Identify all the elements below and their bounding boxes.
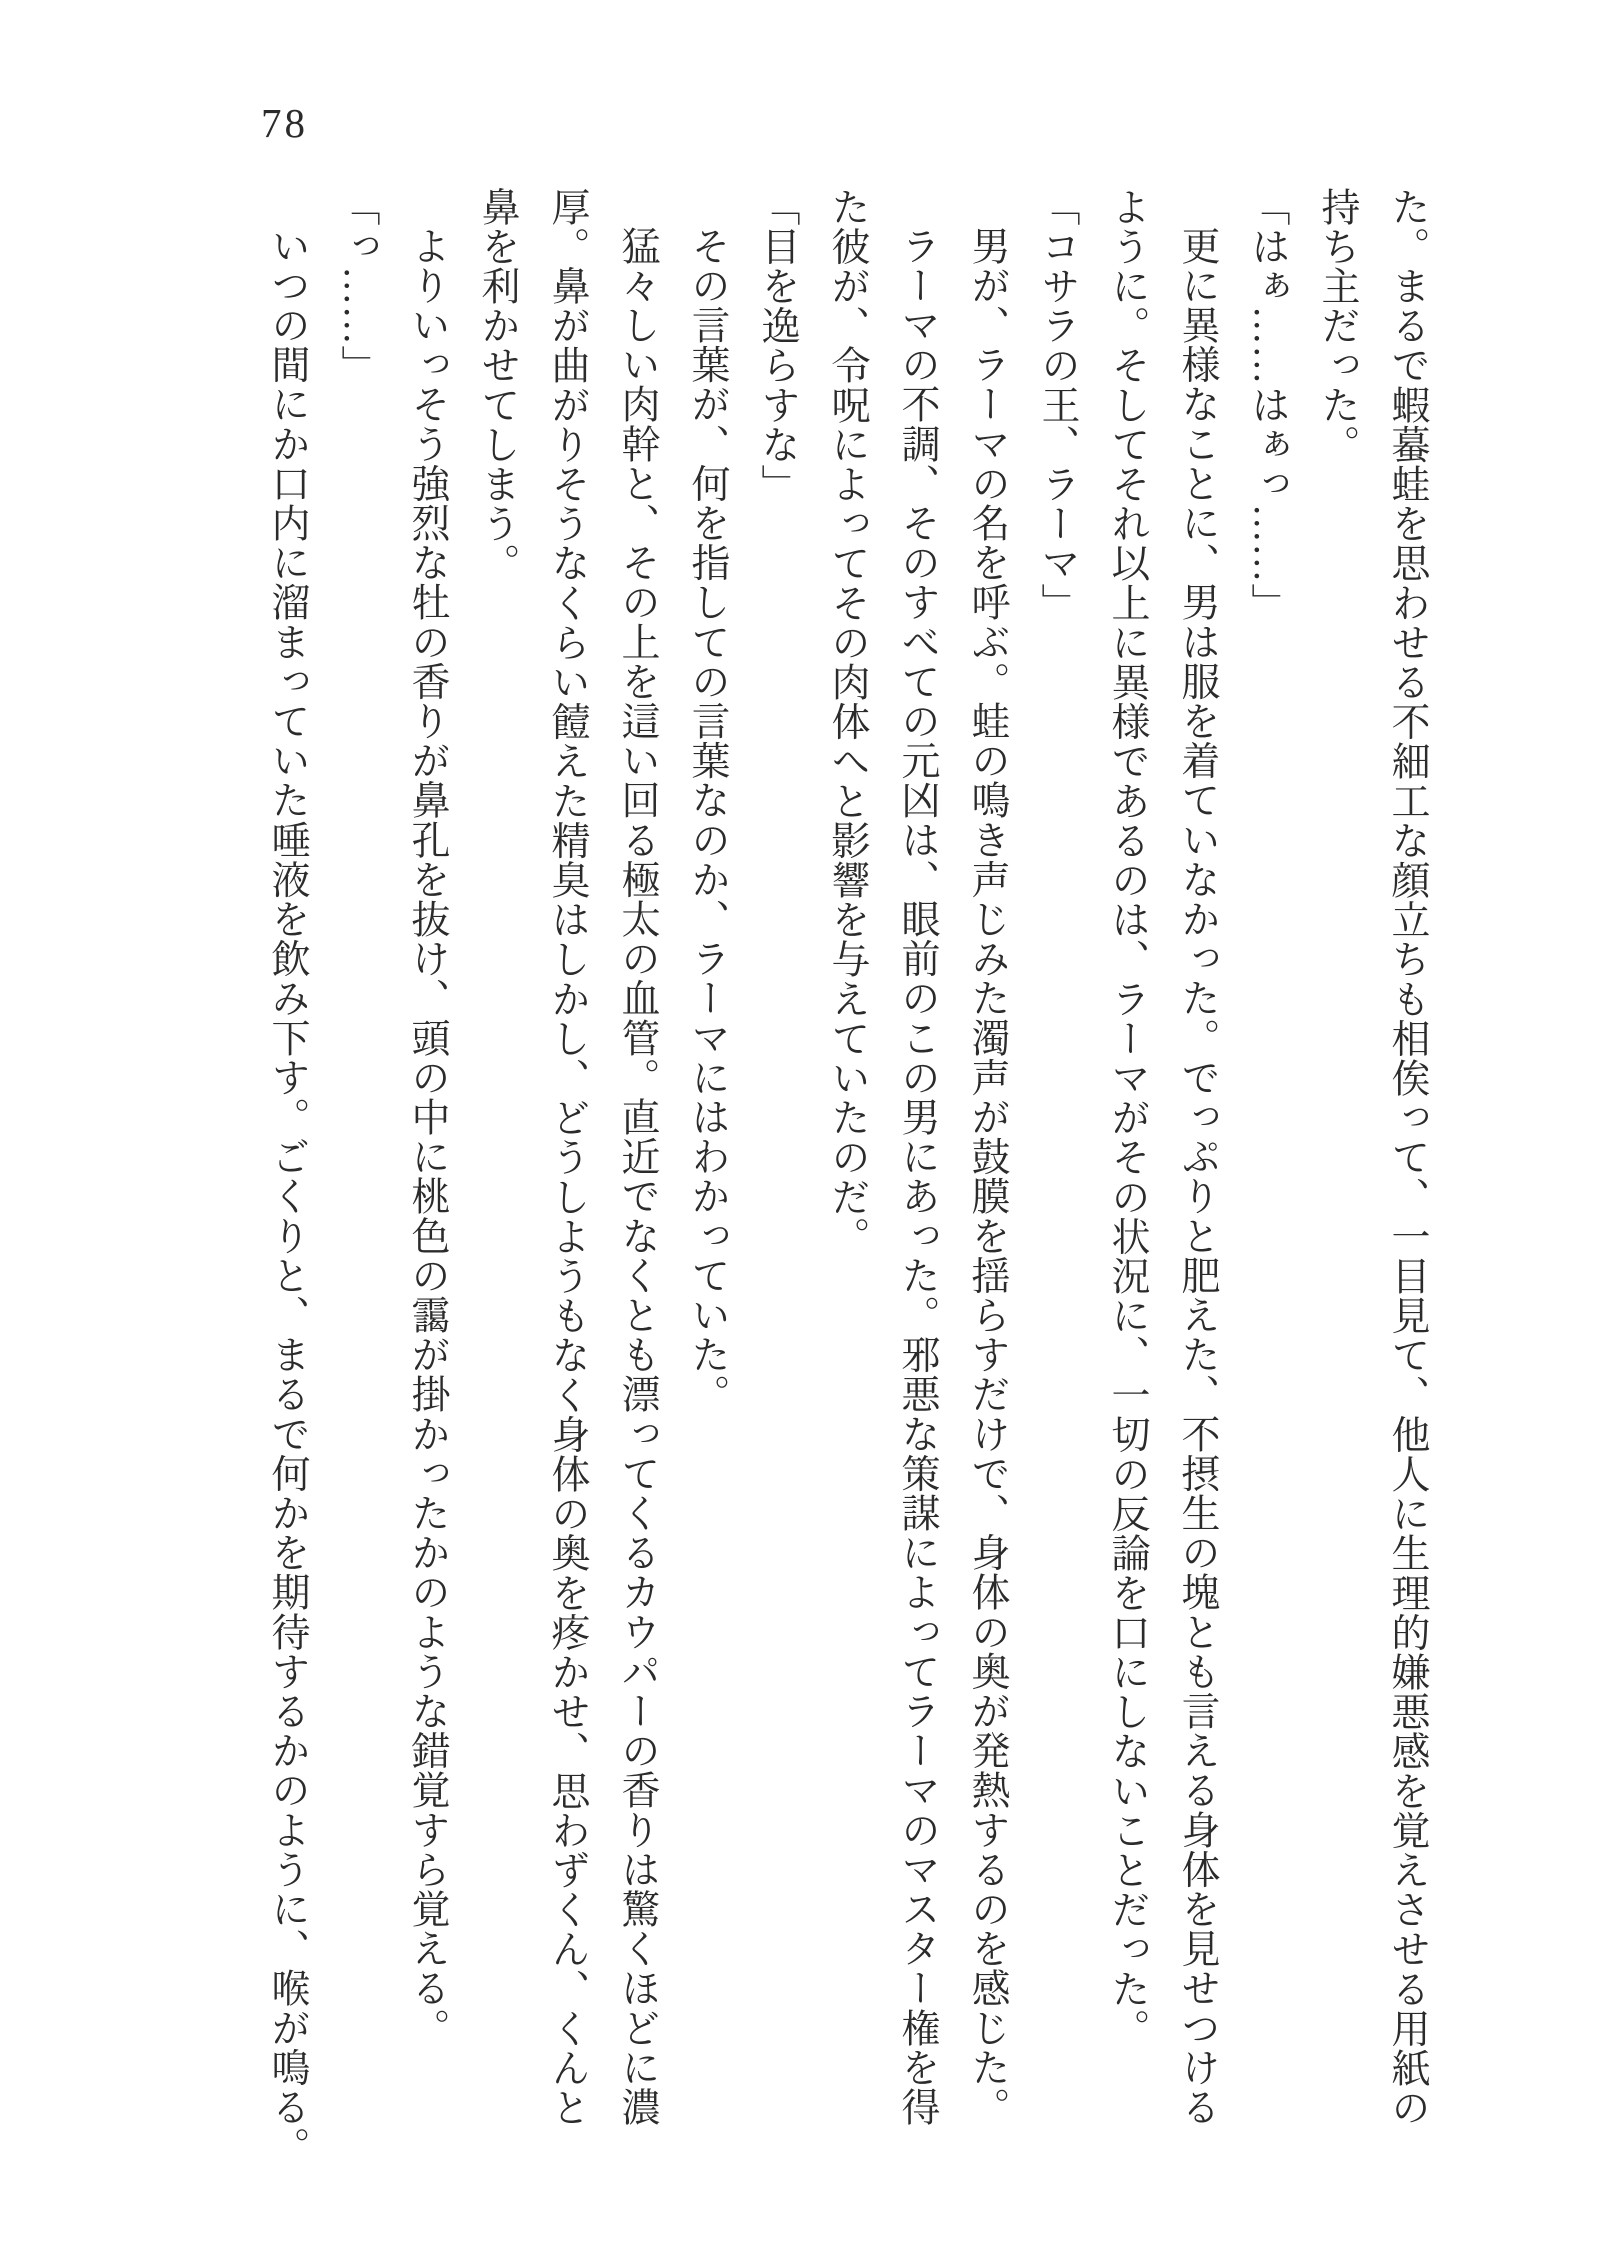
text-line: 「っ……」 (336, 187, 379, 385)
text-line: 鼻を利かせてしまう。 (476, 187, 519, 583)
text-line: いつの間にか口内に溜まっていた唾液を飲み下す。ごくりと、まるで何かを期待するかのように、喉が鳴る。 (266, 226, 309, 2167)
text-line: 男が、ラーマの名を呼ぶ。蛙の鳴き声じみた濁声が鼓膜を揺らすだけで、身体の奥が発熱するのを感じた。 (966, 226, 1009, 2127)
text-line: た。まるで蝦蟇蛙を思わせる不細工な顔立ちも相俟って、一目見て、他人に生理的嫌悪感を覚えさせる用紙の (1386, 187, 1429, 2128)
text-line: 持ち主だった。 (1316, 187, 1359, 465)
text-line: よりいっそう強烈な牡の香りが鼻孔を抜け、頭の中に桃色の靄が掛かったかのような錯覚すら覚える。 (406, 226, 449, 2048)
text-line: ラーマの不調、そのすべての元凶は、眼前のこの男にあった。邪悪な策謀によってラーマのマスター権を得 (896, 226, 939, 2127)
text-line: 猛々しい肉幹と、その上を這い回る極太の血管。直近でなくとも漂ってくるカウパーの香りは驚くほどに濃 (616, 226, 659, 2127)
text-line: 「コサラの王、ラーマ」 (1036, 187, 1079, 623)
page-number: 78 (261, 100, 308, 146)
text-line: 「はぁ……はぁっ……」 (1246, 187, 1289, 623)
text-line: その言葉が、何を指しての言葉なのか、ラーマにはわかっていた。 (686, 226, 729, 1414)
text-line: 厚。鼻が曲がりそうなくらい饐えた精臭はしかし、どうしようもなく身体の奥を疼かせ、思わずくん、くんと (546, 187, 589, 2128)
text-line: 更に異様なことに、男は服を着ていなかった。でっぷりと肥えた、不摂生の塊とも言える身体を見せつける (1176, 226, 1219, 2127)
text-line: 「目を逸らすな」 (756, 187, 799, 504)
text-line: た彼が、令呪によってその肉体へと影響を与えていたのだ。 (826, 187, 869, 1257)
text-line: ように。そしてそれ以上に異様であるのは、ラーマがその状況に、一切の反論を口にしないことだった。 (1106, 187, 1149, 2049)
vertical-text-block (252, 187, 1442, 2167)
